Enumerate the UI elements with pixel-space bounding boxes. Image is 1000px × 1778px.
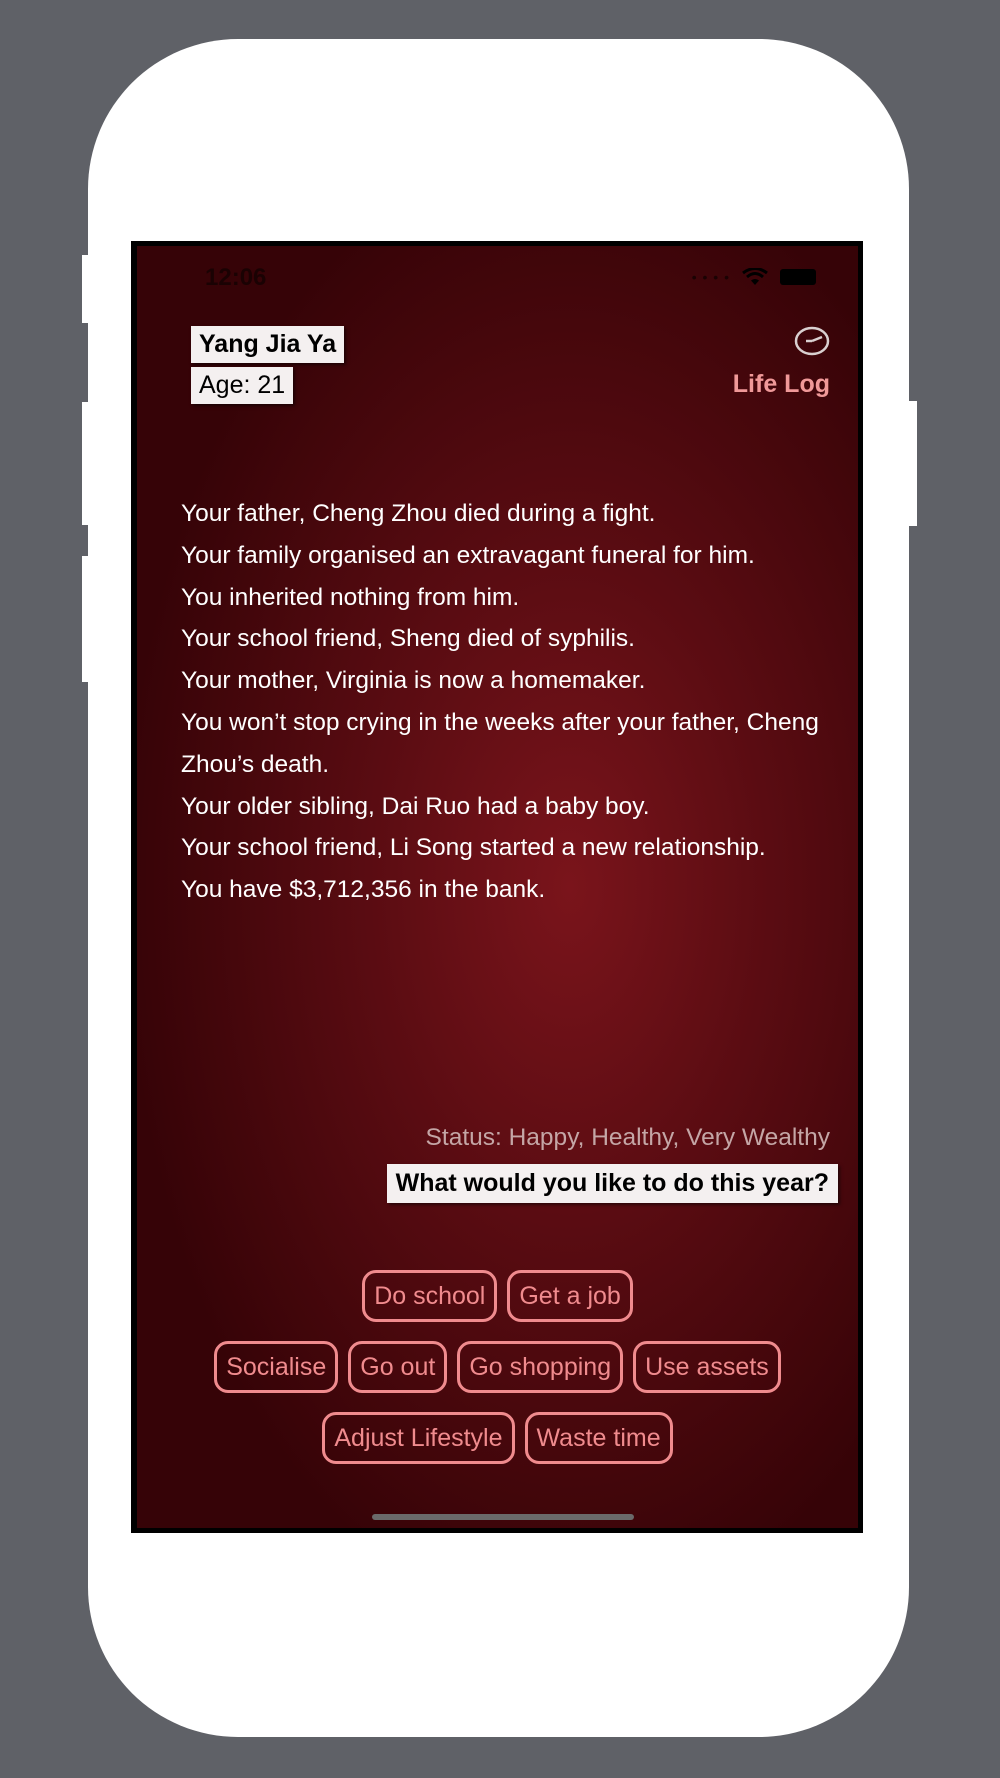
log-line: You won’t stop crying in the weeks after your father, Cheng Zhou’s death. [181,708,819,778]
status-icons [692,268,816,286]
log-line: Your mother, Virginia is now a homemaker. [181,667,646,695]
log-line: Your older sibling, Dai Ruo had a baby boy. [181,792,650,820]
home-indicator[interactable] [372,1514,634,1520]
get-job-button[interactable]: Get a job [507,1270,632,1322]
socialise-button[interactable]: Socialise [214,1341,338,1393]
status-time: 12:06 [205,264,267,291]
log-line: Your father, Cheng Zhou died during a fight. [181,500,656,527]
life-log-link[interactable]: Life Log [732,370,830,398]
log-line: Your family organised an extravagant funeral for him. [181,541,755,569]
log-line: You inherited nothing from him. [181,583,520,611]
signal-icon: • • • • [691,269,730,285]
log-line: Your school friend, Sheng died of syphilis. [181,625,635,653]
clock-icon[interactable] [794,326,830,356]
waste-time-button[interactable]: Waste time [525,1412,673,1464]
go-shopping-button[interactable]: Go shopping [457,1341,623,1393]
battery-icon [780,269,816,285]
character-age: Age: 21 [191,367,293,404]
action-row-2 [137,1341,858,1393]
log-line: You have $3,712,356 in the bank. [181,876,546,904]
power-button [906,401,917,526]
app-background [137,246,858,1528]
action-row-3 [137,1412,858,1464]
wifi-icon [742,268,768,286]
log-line: Your school friend, Li Song started a new relationship. [181,834,766,862]
life-event-log [181,493,821,911]
phone-screen [131,241,863,1533]
use-assets-button[interactable]: Use assets [633,1341,781,1393]
volume-down-button [82,556,90,682]
do-school-button[interactable]: Do school [362,1270,497,1322]
year-prompt: What would you like to do this year? [387,1164,838,1203]
go-out-button[interactable]: Go out [348,1341,447,1393]
character-name: Yang Jia Ya [191,326,344,363]
adjust-lifestyle-button[interactable]: Adjust Lifestyle [322,1412,514,1464]
action-row-1 [137,1270,858,1322]
mute-switch [82,255,90,323]
volume-up-button [82,402,90,525]
character-status: Status: Happy, Healthy, Very Wealthy [425,1124,830,1151]
